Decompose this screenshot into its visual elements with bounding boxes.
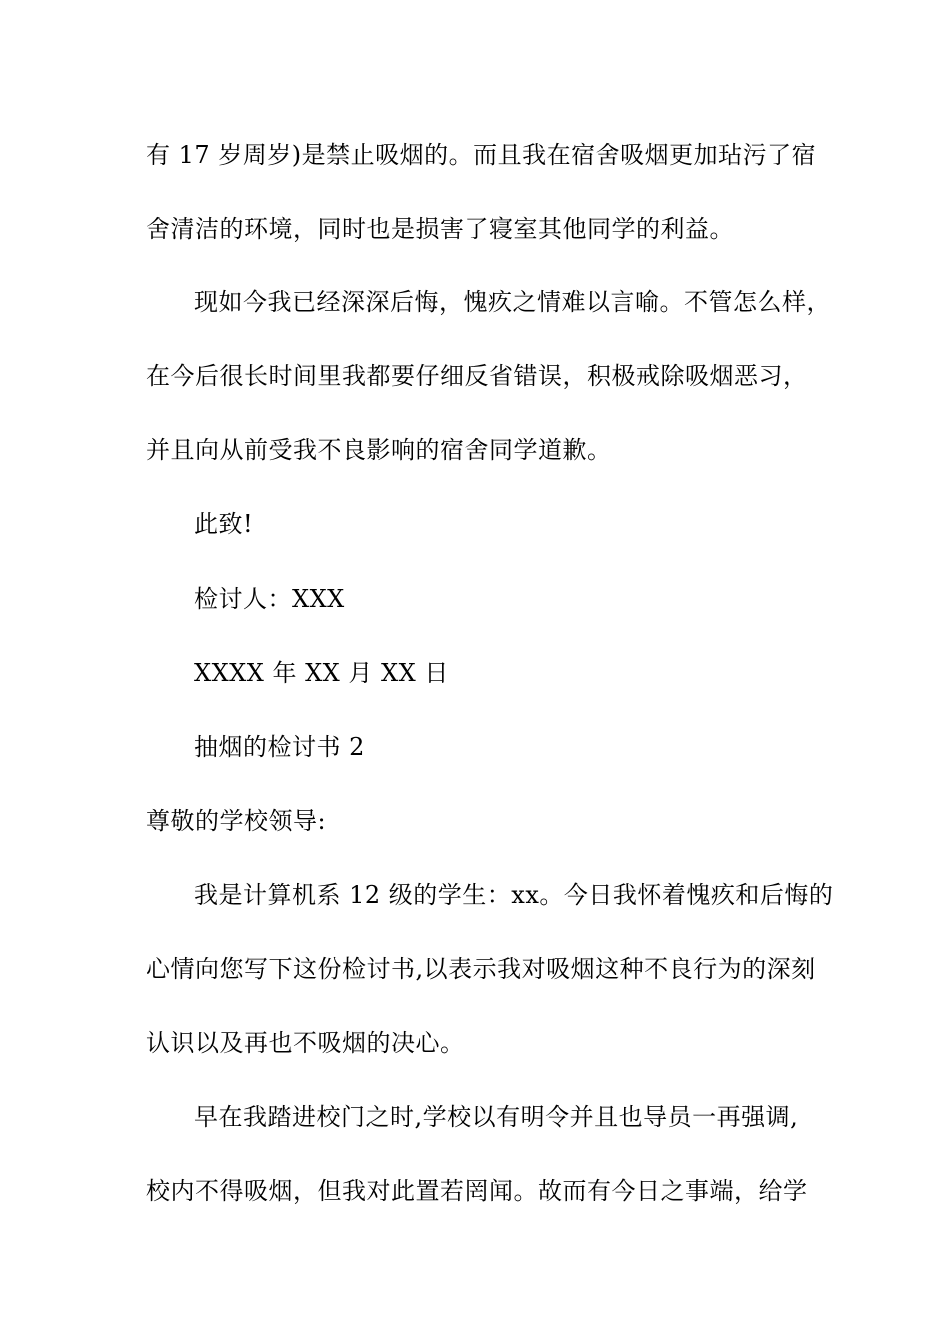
paragraph-line: 我是计算机系 12 级的学生：xx。今日我怀着愧疚和后悔的 — [194, 881, 834, 909]
paragraph-line: 舍清洁的环境，同时也是损害了寝室其他同学的利益。 — [146, 215, 734, 243]
paragraph-line: 早在我踏进校门之时,学校以有明令并且也导员一再强调, — [194, 1103, 799, 1131]
date-line: XXXX 年 XX 月 XX 日 — [194, 659, 449, 687]
section-title: 抽烟的检讨书 2 — [194, 733, 365, 761]
paragraph-line: 认识以及再也不吸烟的决心。 — [146, 1029, 465, 1057]
paragraph-line: 校内不得吸烟，但我对此置若罔闻。故而有今日之事端，给学 — [146, 1177, 808, 1205]
paragraph-line: 并且向从前受我不良影响的宿舍同学道歉。 — [146, 436, 612, 464]
paragraph-line: 有 17 岁周岁)是禁止吸烟的。而且我在宿舍吸烟更加玷污了宿 — [146, 141, 817, 169]
greeting: 尊敬的学校领导: — [146, 807, 327, 835]
closing-salutation: 此致! — [194, 510, 254, 538]
paragraph-line: 心情向您写下这份检讨书,以表示我对吸烟这种不良行为的深刻 — [146, 955, 816, 983]
paragraph-line: 现如今我已经深深后悔，愧疚之情难以言喻。不管怎么样， — [194, 288, 831, 316]
signatory: 检讨人：XXX — [194, 585, 345, 613]
paragraph-line: 在今后很长时间里我都要仔细反省错误，积极戒除吸烟恶习， — [146, 362, 808, 390]
